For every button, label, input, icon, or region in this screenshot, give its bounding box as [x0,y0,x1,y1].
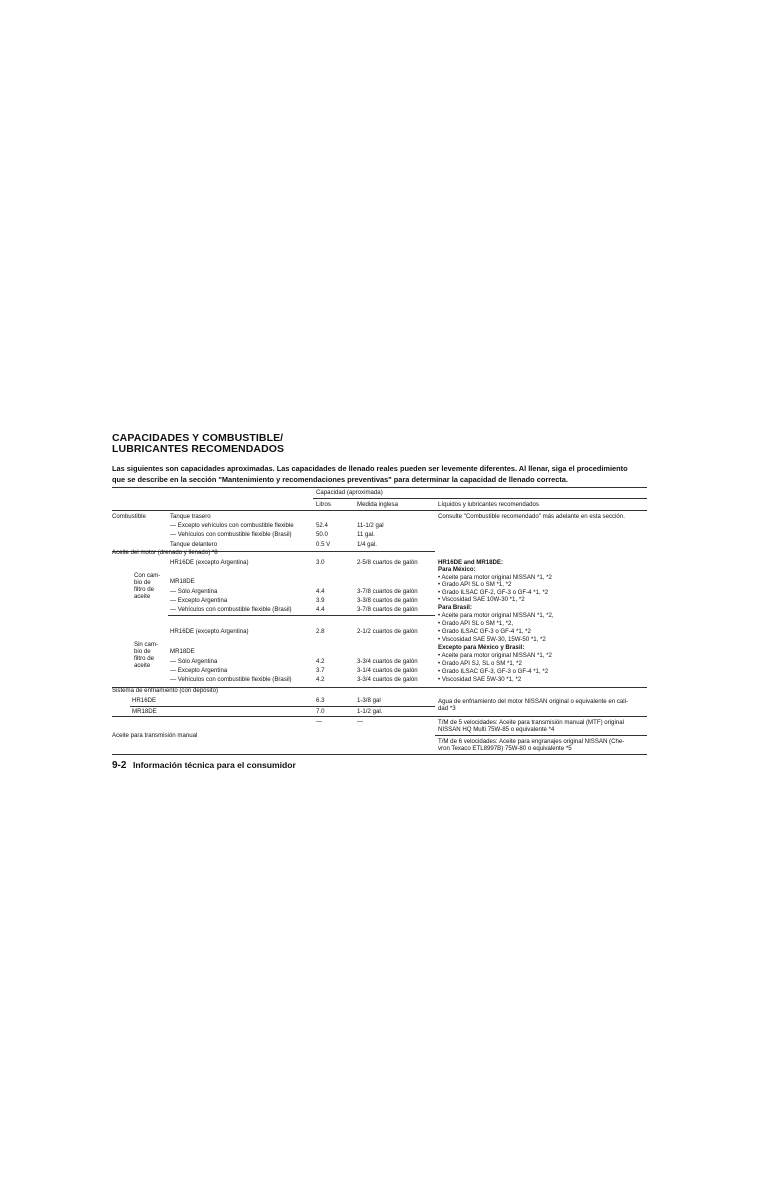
oil-recommendation: • Grado API SJ, SL o SM *1, *2 [438,660,522,667]
section-title-line-2: LUBRICANTES RECOMENDADOS [112,443,285,455]
fuel-item: — Vehículos con combustible flexible (Brasil) [170,531,292,538]
transmission-imperial: — [357,718,364,725]
oil-recommendation: • Viscosidad SAE 5W-30, 15W-50 *1, *2 [438,636,546,643]
with-filter-label: filtro de [134,586,154,593]
header-bottom-rule [112,510,647,511]
table-bottom-rule [112,754,647,755]
cooling-liters: 6.3 [316,697,325,704]
oil-recommendation: • Grado ILSAC GF-2, GF-3 o GF-4 *1, *2 [438,589,549,596]
oil-filter-divider-rule [168,615,435,616]
fuel-imperial: 11-1/2 gal [357,522,384,529]
header-fluids: Líquidos y lubricantes recomendados [438,501,539,508]
oil-recommendation: • Viscosidad SAE 10W-30 *1, *2 [438,596,525,603]
oil-item: MR18DE [170,578,195,585]
fuel-item: Tanque trasero [170,513,211,520]
oil-item: — Excepto Argentina [170,597,228,604]
oil-recommendation: • Grado API SL o SM *1, *2, [438,620,514,627]
oil-item: — Excepto Argentina [170,667,228,674]
cooling-item: HR16DE [132,697,157,704]
fuel-item: — Excepto vehículos con combustible flexible [170,522,294,529]
oil-imperial: 2-5/8 cuartos de galón [357,559,418,566]
fuel-item: Tanque delantero [170,541,218,548]
cooling-note: dad *3 [438,705,456,712]
oil-recommendation: • Grado API SL o SM *1, *2 [438,581,512,588]
oil-item: HR16DE (excepto Argentina) [170,628,249,635]
capacity-group-rule [313,498,647,499]
cooling-row-rule [130,706,435,707]
oil-liters: 3.9 [316,597,325,604]
header-liters: Litros [316,501,331,508]
cooling-imperial: 1-3/8 gal [357,697,381,704]
oil-item: HR16DE (excepto Argentina) [170,559,249,566]
section-title-line-1: CAPACIDADES Y COMBUSTIBLE/ [112,432,284,444]
oil-item: — Vehículos con combustible flexible (Brasil) [170,606,292,613]
oil-imperial: 3-1/4 cuartos de galón [357,667,418,674]
fuel-label: Combustible [112,513,146,520]
without-filter-label: bio de [134,648,151,655]
without-filter-label: filtro de [134,655,154,662]
fuel-imperial: 11 gal. [357,531,375,538]
with-filter-label: bio de [134,579,151,586]
oil-recommendation: Excepto para México y Brasil: [438,644,525,651]
table-top-rule [112,487,647,488]
fuel-liters: 0.5 V [316,541,331,548]
oil-liters: 2.8 [316,628,325,635]
oil-liters: 4.4 [316,606,325,613]
oil-recommendation: HR16DE and MR18DE: [438,559,504,566]
with-filter-label: Con cam- [134,572,161,579]
oil-imperial: 3-3/8 cuartos de galón [357,597,418,604]
oil-recommendation: Para México: [438,566,476,573]
transmission-label: Aceite para transmisión manual [112,732,198,739]
oil-imperial: 3-7/8 cuartos de galón [357,588,418,595]
oil-liters: 4.4 [316,588,325,595]
page-number: 9-2 [112,760,127,771]
intro-line-2: que se describe en la sección "Mantenimiento y recomendaciones preventivas" para determinar la capacidad de llenado correcta. [112,475,568,484]
fuel-imperial: 1/4 gal. [357,541,377,548]
oil-recommendation: • Grado ILSAC GF-3 o GF-4 *1, *2 [438,628,531,635]
oil-liters: 3.7 [316,667,325,674]
transmission-note-6mt: vron Texaco ETL8997B) 75W-80 o equivalente *5 [438,745,572,752]
oil-recommendation: • Aceite para motor original NISSAN *1, *2, [438,612,554,619]
with-filter-label: aceite [134,593,151,600]
transmission-liters: — [316,718,323,725]
fuel-note: Consulte "Combustible recomendado" más adelante en esta sección. [438,513,625,520]
oil-item: — Vehículos con combustible flexible (Brasil) [170,676,292,683]
cooling-label: Sistema de enfriamiento (con depósito) [112,687,219,694]
oil-recommendation: • Aceite para motor original NISSAN *1, *2 [438,574,552,581]
oil-recommendation: • Viscosidad SAE 5W-30 *1, *2 [438,676,522,683]
intro-line-1: Las siguientes son capacidades aproximadas. Las capacidades de llenado reales pueden ser levemente diferentes. Al llenar, siga el procedimiento [112,464,628,473]
section-footer-title: Información técnica para el consumidor [133,760,296,770]
oil-recommendation: Para Brasil: [438,604,472,611]
oil-imperial: 3-7/8 cuartos de galón [357,606,418,613]
oil-imperial: 2-1/2 cuartos de galón [357,628,418,635]
oil-item: — Sólo Argentina [170,658,218,665]
oil-imperial: 3-3/4 cuartos de galón [357,658,418,665]
oil-recommendation: • Aceite para motor original NISSAN *1, *2 [438,652,552,659]
fuel-liters: 50.0 [316,531,328,538]
cooling-item: MR18DE [132,708,157,715]
oil-item: MR18DE [170,648,195,655]
oil-recommendation: • Grado ILSAC GF-3, GF-3 o GF-4 *1, *2 [438,668,549,675]
header-capacity: Capacidad (aproximada) [316,489,383,496]
transmission-divider-rule [435,735,647,736]
fuel-liters: 52.4 [316,522,328,529]
cooling-note: Agua de enfriamiento del motor NISSAN original o equivalente en cali- [438,698,629,705]
cooling-bottom-rule [112,716,647,717]
oil-liters: 4.2 [316,676,325,683]
oil-item: — Sólo Argentina [170,588,218,595]
engine-oil-label: Aceite del motor (drenado y llenado) *8 [112,549,218,556]
oil-liters: 3.0 [316,559,325,566]
oil-imperial: 3-3/4 cuartos de galón [357,676,418,683]
header-imperial: Medida inglesa [357,501,398,508]
transmission-note-5mt: NISSAN HQ Multi 75W-85 o equivalente *4 [438,726,555,733]
cooling-imperial: 1-1/2 gal. [357,708,383,715]
without-filter-label: aceite [134,662,151,669]
without-filter-label: Sin cam- [134,641,159,648]
transmission-note-5mt: T/M de 5 velocidades: Aceite para transmisión manual (MTF) original [438,719,624,726]
transmission-note-6mt: T/M de 6 velocidades: Aceite para engranajes original NISSAN (Che- [438,738,625,745]
oil-liters: 4.2 [316,658,325,665]
cooling-liters: 7.0 [316,708,325,715]
